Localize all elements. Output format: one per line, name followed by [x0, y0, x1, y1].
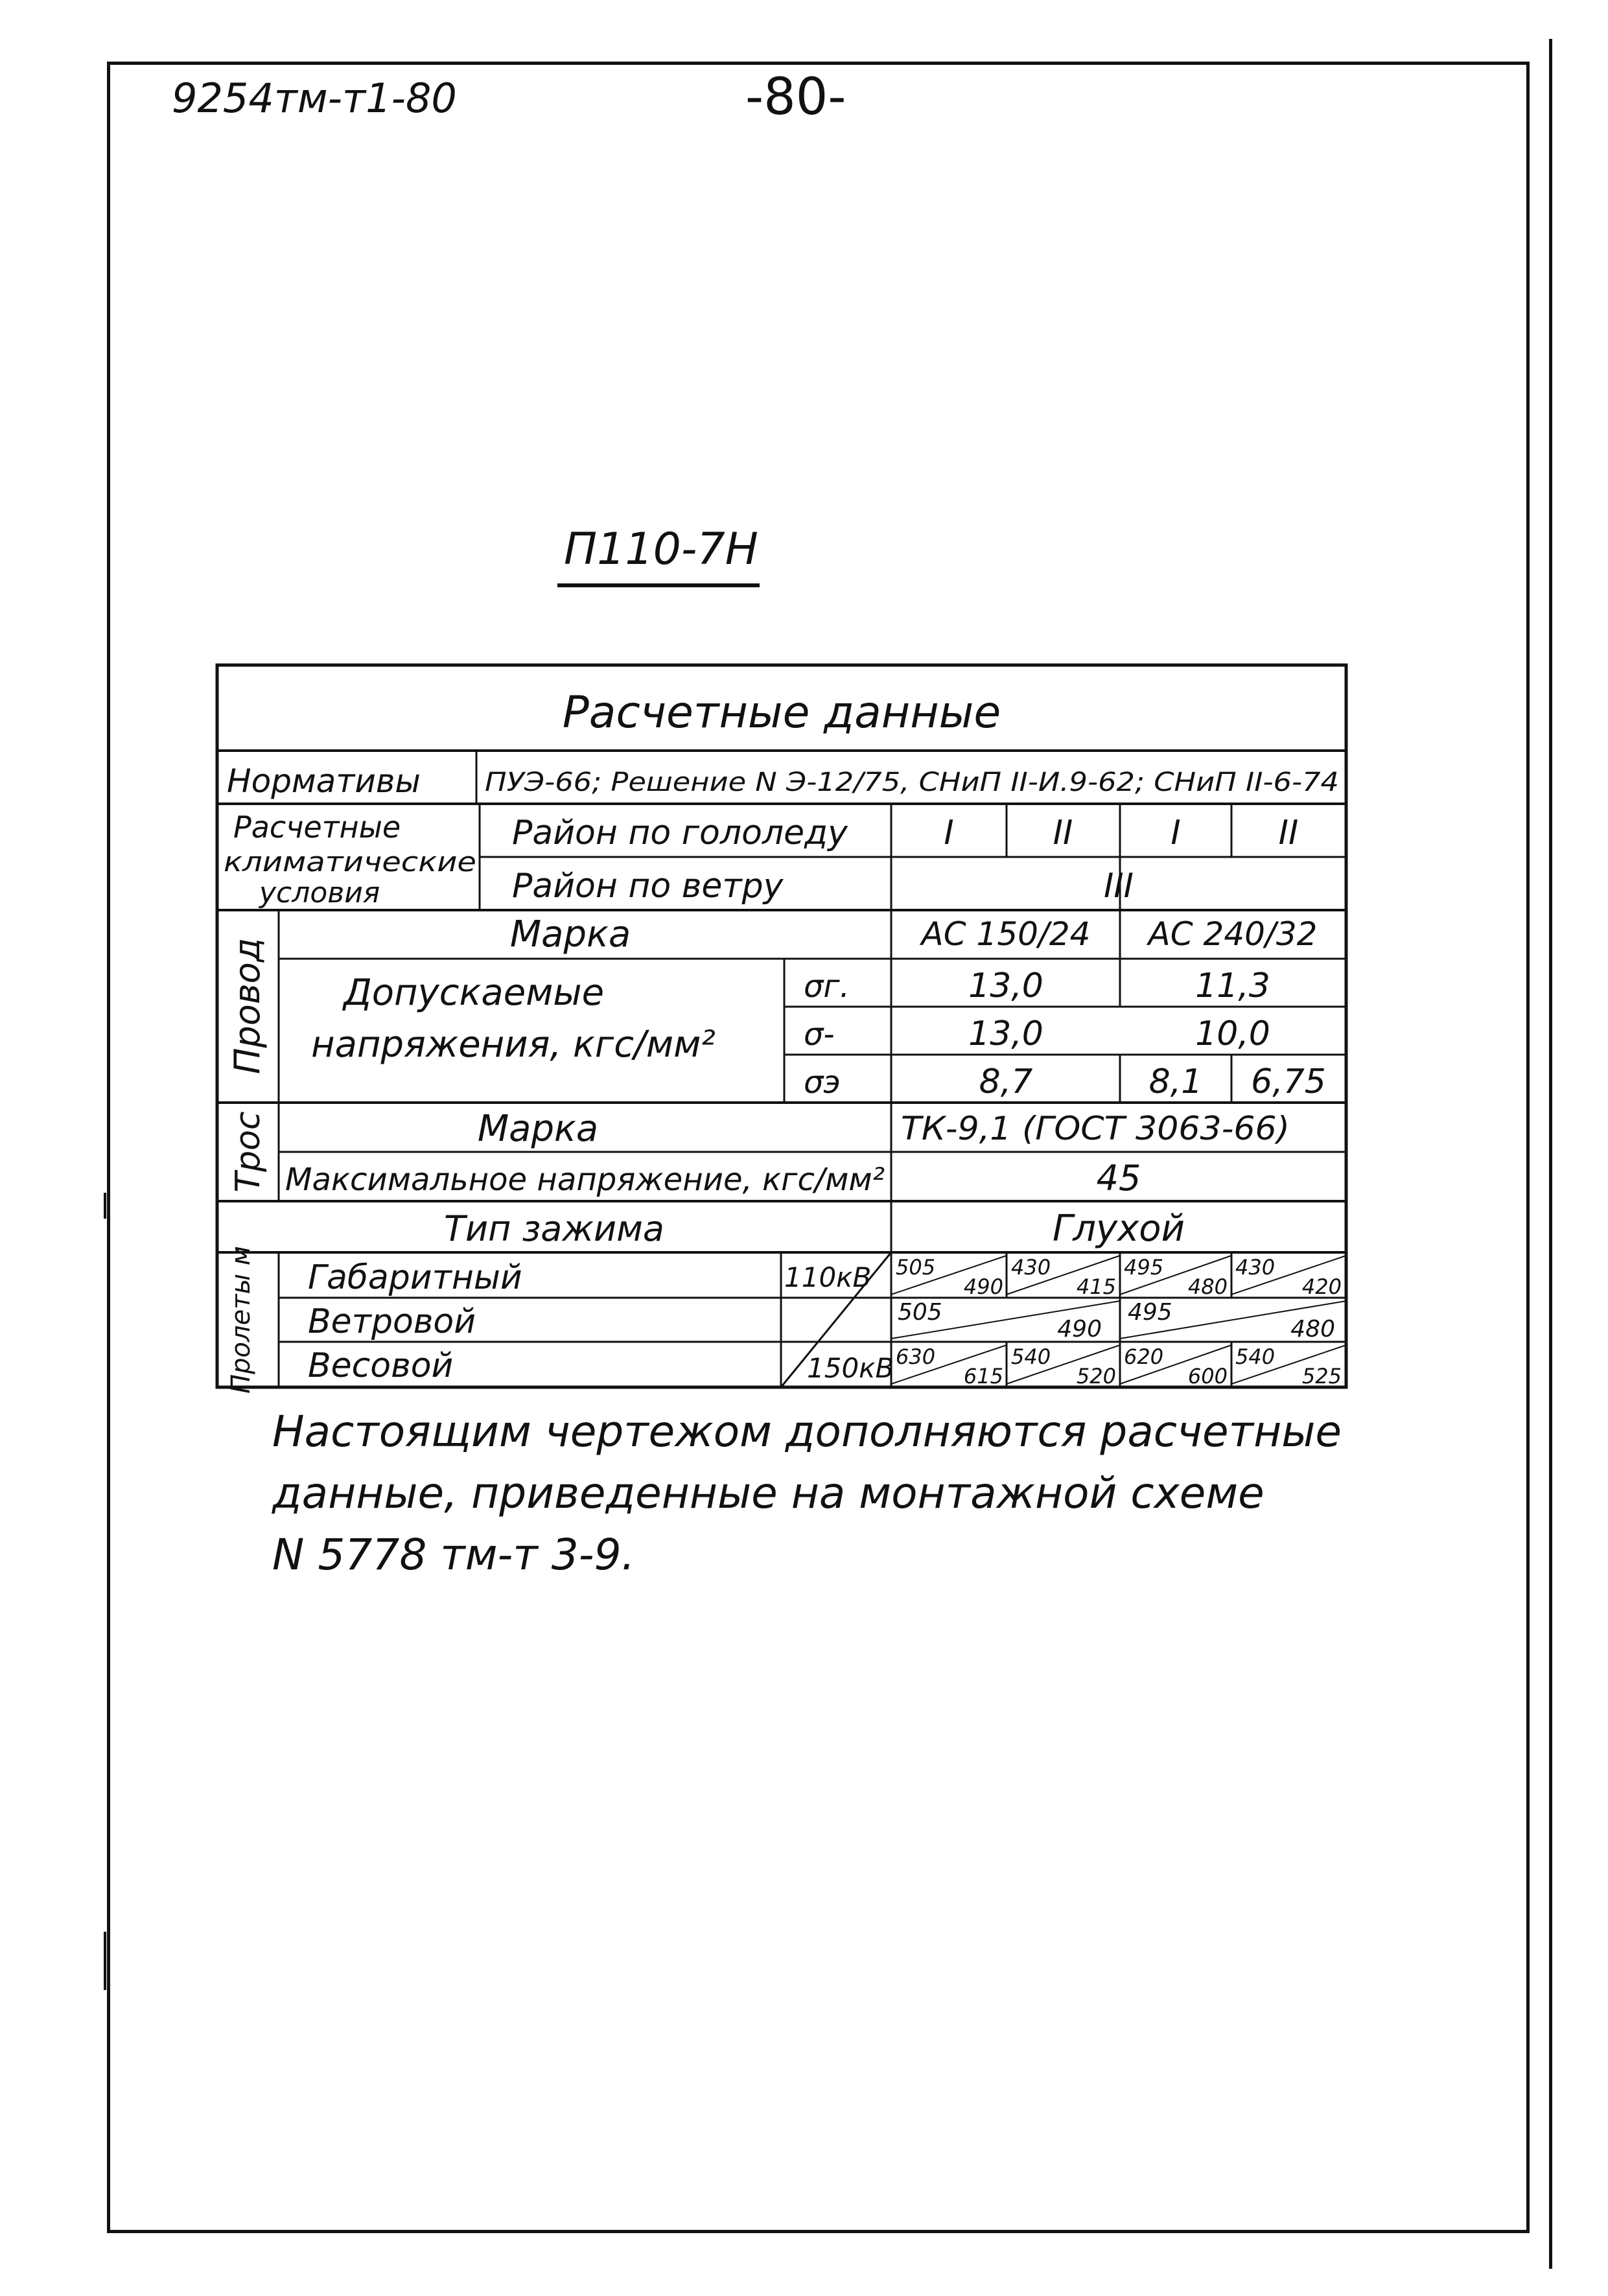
span-value: 490	[1057, 1316, 1102, 1342]
span-value: 505	[896, 1255, 936, 1280]
span-value: 495	[1124, 1255, 1164, 1280]
span-value: 430	[1011, 1255, 1051, 1280]
cable-brand-label: Марка	[477, 1108, 599, 1150]
climate-label-1: Расчетные	[233, 810, 401, 845]
cable-brand: ТК-9,1 (ГОСТ 3063-66)	[901, 1110, 1290, 1147]
stress-value: 13,0	[968, 966, 1043, 1005]
ice-region-value: II	[1053, 814, 1073, 852]
wire-brand: АС 240/32	[1148, 915, 1318, 953]
span-value: 620	[1124, 1344, 1164, 1369]
note-line: Настоящим чертежом дополняются расчетные	[272, 1407, 1342, 1457]
wire-brand: АС 150/24	[921, 915, 1091, 953]
voltage-110-label: 110кВ	[784, 1261, 872, 1293]
span-value: 505	[898, 1299, 942, 1326]
stress-label-2: напряжения, кгс/мм²	[311, 1024, 716, 1066]
spans-group-label: Пролеты м	[226, 1246, 256, 1394]
span-value: 615	[963, 1364, 1003, 1388]
climate-label-2: климатические	[224, 846, 476, 878]
wind-region-label: Район по ветру	[512, 867, 784, 906]
ice-region-value: II	[1278, 814, 1299, 852]
stress-symbol: σэ	[804, 1064, 841, 1101]
stress-symbol: σг.	[804, 968, 850, 1005]
ice-region-value: I	[944, 814, 954, 852]
voltage-150-label: 150кВ	[807, 1352, 894, 1384]
span-value: 480	[1290, 1316, 1335, 1342]
stress-value: 11,3	[1195, 966, 1270, 1005]
span-value: 480	[1187, 1274, 1228, 1299]
clamp-type-label: Тип зажима	[444, 1208, 664, 1249]
span-value: 600	[1187, 1364, 1228, 1388]
span-row-label: Габаритный	[308, 1258, 522, 1297]
norms-label: Нормативы	[227, 762, 421, 800]
page-number: -80-	[745, 68, 846, 126]
span-value: 495	[1128, 1299, 1172, 1326]
span-value: 540	[1011, 1344, 1051, 1369]
stress-value: 6,75	[1251, 1062, 1326, 1101]
cable-max-stress-value: 45	[1096, 1158, 1141, 1199]
span-row-label: Ветровой	[308, 1302, 476, 1341]
document-code: 9254тм-т1-80	[172, 75, 457, 122]
stress-value: 13,0	[968, 1014, 1043, 1053]
span-value: 490	[963, 1274, 1003, 1299]
wind-region-value: III	[1103, 867, 1134, 906]
span-value: 420	[1301, 1274, 1342, 1299]
span-value: 415	[1076, 1274, 1116, 1299]
climate-label-3: условия	[259, 876, 380, 909]
table-title: Расчетные данные	[562, 687, 1001, 738]
wire-group-label: Провод	[227, 937, 268, 1075]
cable-group-label: Трос	[229, 1111, 268, 1193]
stress-value: 8,7	[979, 1062, 1033, 1101]
cable-max-stress-label: Максимальное напряжение, кгс/мм²	[285, 1162, 885, 1198]
stress-value: 10,0	[1195, 1014, 1270, 1053]
span-value: 525	[1301, 1364, 1342, 1388]
span-value: 430	[1235, 1255, 1276, 1280]
span-row-label: Весовой	[308, 1346, 454, 1385]
wire-brand-label: Марка	[509, 913, 631, 955]
ice-region-value: I	[1171, 814, 1181, 852]
span-value: 520	[1076, 1364, 1116, 1388]
stress-value: 8,1	[1148, 1062, 1203, 1101]
span-value: 540	[1235, 1344, 1276, 1369]
ice-region-label: Район по гололеду	[512, 814, 848, 852]
clamp-type-value: Глухой	[1053, 1208, 1185, 1250]
norms-value: ПУЭ-66; Решение N Э-12/75, СНиП II-И.9-62; СНиП II-6-74	[485, 767, 1339, 797]
span-value: 630	[896, 1344, 936, 1369]
stress-symbol: σ-	[804, 1016, 835, 1053]
drawing-title: П110-7Н	[564, 524, 758, 575]
note-line: N 5778 тм-т 3-9.	[272, 1530, 635, 1580]
stress-label-1: Допускаемые	[344, 972, 605, 1014]
note-line: данные, приведенные на монтажной схеме	[272, 1468, 1264, 1518]
